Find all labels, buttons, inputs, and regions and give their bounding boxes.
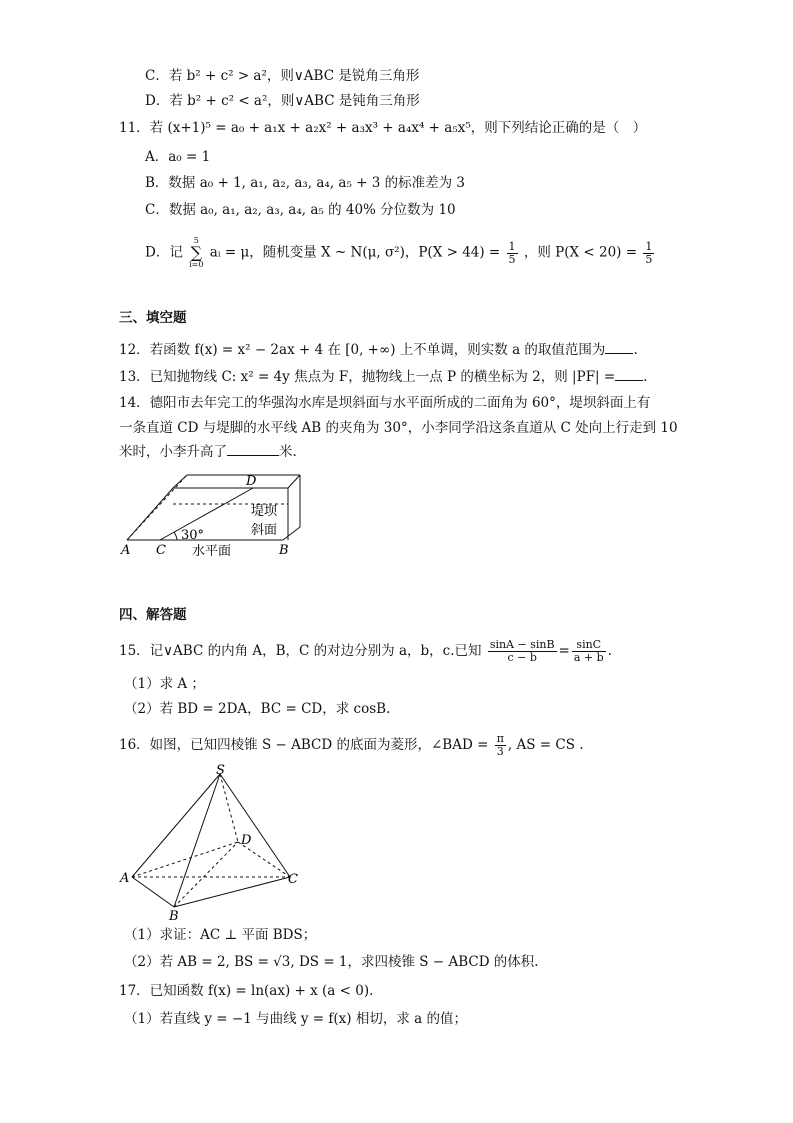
dam-slope-figure xyxy=(115,468,315,560)
q11-optd-f1-denominator: 5 xyxy=(508,252,516,266)
edge-ab xyxy=(132,877,174,907)
q14-line-3-text: 米时，小李升高了 xyxy=(119,444,227,460)
diagonal-bd-hidden xyxy=(174,842,238,907)
section-solve-title: 四、解答题 xyxy=(119,607,187,623)
q14-line-3-end: 米. xyxy=(279,444,297,460)
angle-label: 30° xyxy=(181,528,205,543)
q15-f2-denominator: a + b xyxy=(573,651,604,664)
q13-text: 13．已知抛物线 C: x² = 4y 焦点为 F，抛物线上一点 P 的横坐标为 2，则 |PF| = xyxy=(119,369,616,385)
q13-answer-blank xyxy=(615,368,643,381)
slope-label-2: 斜面 xyxy=(251,523,278,538)
label-d: D xyxy=(241,833,252,848)
q15-f1-denominator: c − b xyxy=(507,651,537,664)
q16-f-numerator: π xyxy=(496,732,504,745)
angle-arc xyxy=(174,532,177,540)
label-d: D xyxy=(246,474,257,489)
q16-stem xyxy=(119,732,584,758)
q12-line xyxy=(119,341,638,359)
q11-optd-summation xyxy=(189,236,203,270)
q15-equals: = xyxy=(558,643,570,659)
edge-ad-hidden xyxy=(132,842,238,877)
q11-optd-f1-numerator: 1 xyxy=(508,239,516,253)
edge-sa xyxy=(132,774,220,877)
label-a: A xyxy=(120,871,130,886)
q16-text: 16．如图，已知四棱锥 S − ABCD 的底面为菱形，∠BAD = xyxy=(119,737,489,753)
q11-optd-fraction-1 xyxy=(507,241,518,266)
q11-option-a: A．a₀ = 1 xyxy=(145,149,211,165)
q11-optd-middle: aᵢ = μ，随机变量 X ~ N(μ, σ²)，P(X > 44) = xyxy=(209,244,501,261)
label-c: C xyxy=(288,872,298,887)
q15-text: 15．记∨ABC 的内角 A，B，C 的对边分别为 a，b，c.已知 xyxy=(119,643,482,659)
q12-text: 12．若函数 f(x) = x² − 2ax + 4 在 [0, +∞) 上不单调，则实数 a 的取值范围为 xyxy=(119,342,606,358)
q15-part-1: （1）求 A ； xyxy=(124,676,205,692)
q10-option-d: D．若 b² + c² < a²，则∨ABC 是钝角三角形 xyxy=(145,93,420,109)
label-b: B xyxy=(279,543,289,558)
q16-fraction xyxy=(495,733,506,758)
slope-label-1: 堤坝 xyxy=(251,504,278,519)
q14-line-3 xyxy=(119,443,297,461)
label-a: A xyxy=(121,543,131,558)
q11-option-b: B．数据 a₀ + 1, a₁, a₂, a₃, a₄, a₅ + 3 的标准差为 3 xyxy=(145,175,466,191)
q11-optd-f2-numerator: 1 xyxy=(645,239,653,253)
slope-left-edge xyxy=(127,488,173,540)
edge-bc xyxy=(174,877,290,907)
q11-optd-prefix: D．记 xyxy=(145,244,183,261)
q15-end: . xyxy=(607,643,612,659)
q15-f2-numerator: sinC xyxy=(572,639,606,652)
edge-sc xyxy=(220,774,290,877)
q11-option-c: C．数据 a₀, a₁, a₂, a₃, a₄, a₅ 的 40% 分位数为 10 xyxy=(145,202,456,218)
q13-end: . xyxy=(643,369,648,385)
edge-sb xyxy=(174,774,220,907)
q16-part-2: （2）若 AB = 2, BS = √3, DS = 1，求四棱锥 S − ABCD 的体积. xyxy=(124,954,539,970)
q16-f-denominator: 3 xyxy=(496,745,504,758)
q17-stem: 17．已知函数 f(x) = ln(ax) + x (a < 0). xyxy=(119,983,374,999)
q14-answer-blank xyxy=(227,443,279,456)
q17-part-1: （1）若直线 y = −1 与曲线 y = f(x) 相切，求 a 的值； xyxy=(124,1011,467,1027)
q16-end: , AS = CS . xyxy=(507,737,584,753)
label-b: B xyxy=(169,909,179,922)
q15-fraction-left xyxy=(488,639,557,664)
label-c: C xyxy=(156,543,166,558)
bottom-right-depth xyxy=(283,527,300,540)
q10-option-c: C．若 b² + c² > a²，则∨ABC 是锐角三角形 xyxy=(145,68,420,84)
q11-optd-f2-denominator: 5 xyxy=(645,252,653,266)
q14-line-2: 一条直道 CD 与堤脚的水平线 AB 的夹角为 30°，小李同学沿这条直道从 C 处向上行走到 10 xyxy=(119,420,678,436)
section-fill-in-title: 三、填空题 xyxy=(119,310,187,326)
q15-f1-numerator: sinA − sinB xyxy=(489,638,555,651)
q11-optd-sum-top: 5 xyxy=(193,236,199,245)
q11-optd-sum-sign: ∑ xyxy=(190,243,203,262)
q11-stem: 11．若 (x+1)⁵ = a₀ + a₁x + a₂x² + a₃x³ + a₄x⁴ + a₅x⁵，则下列结论正确的是（ ） xyxy=(119,120,647,136)
q15-stem xyxy=(119,638,612,664)
q11-optd-middle-2: ，则 P(X < 20) = xyxy=(523,244,638,261)
top-right-depth xyxy=(288,475,300,488)
edge-sd-hidden xyxy=(220,774,238,842)
q11-optd-sum-bottom: i=0 xyxy=(189,260,204,269)
q11-option-d xyxy=(145,236,656,270)
horizontal-plane-label: 水平面 xyxy=(192,544,232,559)
q16-part-1: （1）求证：AC ⊥ 平面 BDS； xyxy=(124,927,317,943)
q11-optd-fraction-2 xyxy=(643,241,654,266)
q13-line xyxy=(119,368,648,386)
pyramid-figure xyxy=(118,762,308,922)
q12-answer-blank xyxy=(605,341,633,354)
q15-fraction-right xyxy=(572,639,606,664)
label-s: S xyxy=(216,763,225,778)
q12-end: . xyxy=(633,342,638,358)
q15-part-2: （2）若 BD = 2DA，BC = CD，求 cosB. xyxy=(124,701,391,717)
q14-line-1: 14．德阳市去年完工的华强沟水库是坝斜面与水平面所成的二面角为 60°，堤坝斜面上有 xyxy=(119,395,651,411)
